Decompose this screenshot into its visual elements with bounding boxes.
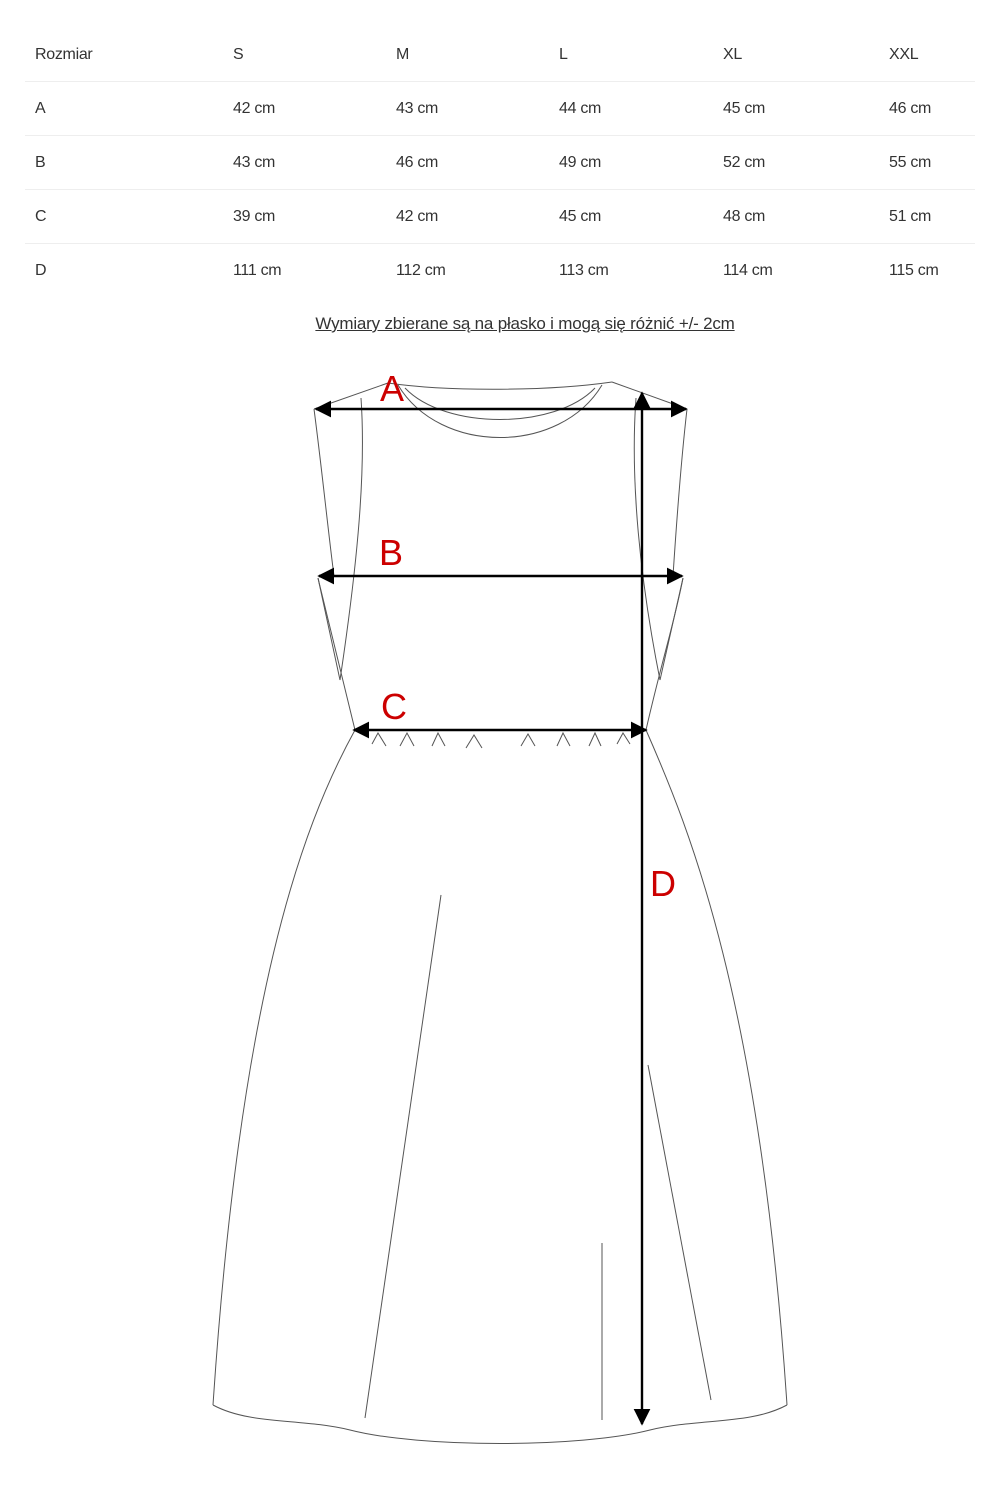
table-cell: 42 cm [396,190,559,244]
table-cell: 52 cm [723,136,889,190]
table-cell: 115 cm [889,261,939,279]
label-a: A [380,368,405,409]
table-cell: 112 cm [396,261,446,279]
header-xxl: XXL [889,28,975,82]
table-cell: 114 cm [723,261,773,279]
row-label: C [25,190,233,244]
table-cell: 45 cm [559,190,723,244]
label-b: B [379,532,404,573]
table-cell: 42 cm [233,82,396,136]
table-cell: 43 cm [233,136,396,190]
header-m: M [396,28,559,82]
row-label: B [25,136,233,190]
table-cell: 49 cm [559,136,723,190]
table-cell: 48 cm [723,190,889,244]
row-label: D [35,261,47,279]
dress-outline [213,382,787,1444]
table-cell: 111 cm [233,261,282,279]
measurement-note: Wymiary zbierane są na płasko i mogą się różnić +/- 2cm [315,314,735,333]
header-xl: XL [723,28,889,82]
table-cell: 39 cm [233,190,396,244]
table-cell: 55 cm [889,136,975,190]
header-s: S [233,28,396,82]
header-l: L [559,28,723,82]
header-rozmiar: Rozmiar [25,28,233,82]
table-cell: 51 cm [889,190,975,244]
label-d: D [650,863,676,904]
table-cell: 45 cm [723,82,889,136]
measurement-arrows [316,393,686,1424]
table-cell: 44 cm [559,82,723,136]
table-cell: 113 cm [559,261,609,279]
table-cell: 46 cm [889,82,975,136]
label-c: C [381,686,407,727]
table-cell: 46 cm [396,136,559,190]
table-cell: 43 cm [396,82,559,136]
row-label: A [25,82,233,136]
